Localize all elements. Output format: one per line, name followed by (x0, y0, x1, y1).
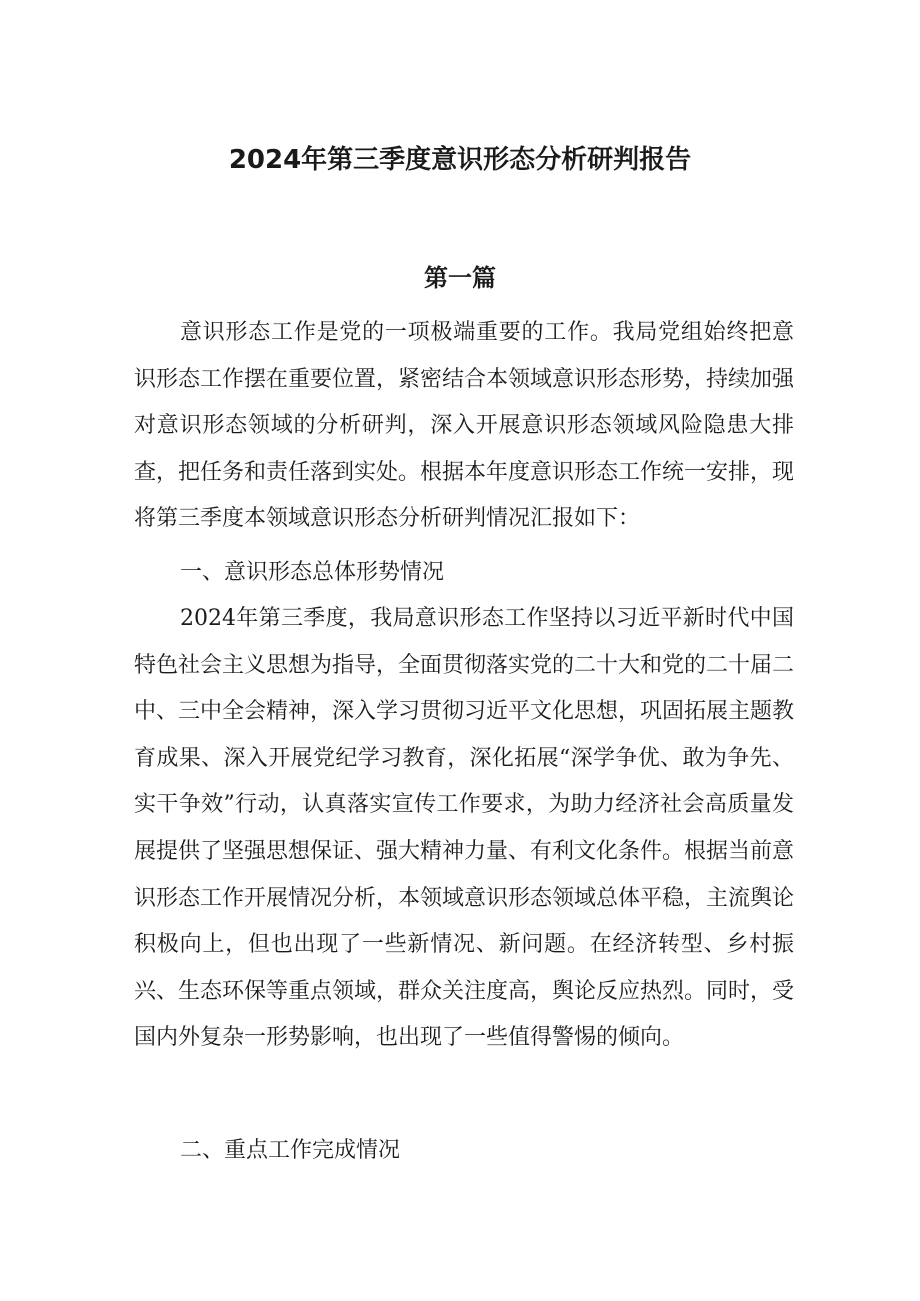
overall-situation-paragraph: 2024年第三季度，我局意识形态工作坚持以习近平新时代中国特色社会主义思想为指导，全面贯彻落实党的二十大和党的二十届二中、三中全会精神，深入学习贯彻习近平文化思想，巩固拓展主题教育成果、深入开展党纪学习教育，深化拓展“深学争优、敢为争先、实干争效”行动，认真落实宣传工作要求，为助力经济社会高质量发展提供了坚强思想保证、强大精神力量、有利文化条件。根据当前意识形态工作开展情况分析，本领域意识形态领域总体平稳，主流舆论积极向上，但也出现了一些新情况、新问题。在经济转型、乡村振兴、生态环保等重点领域，群众关注度高，舆论反应热烈。同时，受国内外复杂一形势影响，也出现了一些值得警惕的倾向。 (134, 606, 795, 1051)
document-title: 2024年第三季度意识形态分析研判报告 (228, 145, 692, 175)
intro-paragraph: 意识形态工作是党的一项极端重要的工作。我局党组始终把意识形态工作摆在重要位置，紧密结合本领域意识形态形势，持续加强对意识形态领域的分析研判，深入开展意识形态领域风险隐患大排查，把任务和责任落到实处。根据本年度意识形态工作统一安排，现将第三季度本领域意识形态分析研判情况汇报如下： (134, 320, 795, 532)
section-title: 第一篇 (424, 264, 496, 292)
heading-key-work: 二、重点工作完成情况 (180, 1138, 401, 1163)
heading-overall-situation: 一、意识形态总体形势情况 (180, 560, 445, 585)
